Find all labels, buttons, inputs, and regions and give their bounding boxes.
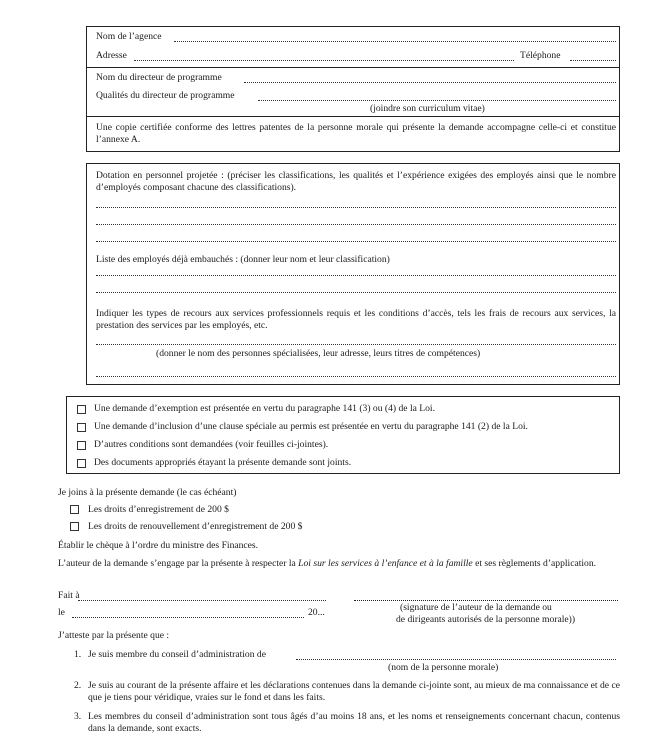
- director-name-label: Nom du directeur de programme: [96, 72, 222, 83]
- staffing-field-line[interactable]: [96, 241, 616, 242]
- undertaking-text: L’auteur de la demande s’engage par la présente à respecter la Loi sur les services à l’enfance et à la famille et ses règlements d’application.: [58, 558, 597, 569]
- staffing-label: Dotation en personnel projetée : (préciser les classifications, les qualités et l’expérience exigées des employés ainsi que le nombre d’employés composant chacune des classifications).: [96, 170, 616, 193]
- box-divider: [86, 67, 620, 68]
- act-name: Loi sur les services à l’enfance et à la famille: [298, 558, 473, 569]
- attestation-item-3-text: Les membres du conseil d’administration sont tous âgés d’au moins 18 ans, et les noms et renseignements concernant chacun, contenus dans la demande, sont exacts.: [88, 711, 620, 734]
- attestation-item-2-number: 2.: [74, 680, 82, 691]
- done-at-field[interactable]: [78, 600, 326, 601]
- director-name-field[interactable]: [244, 82, 616, 83]
- date-field[interactable]: [72, 617, 304, 618]
- signature-caption-line1: (signature de l’auteur de la demande ou: [400, 602, 552, 613]
- box-divider: [86, 116, 620, 117]
- director-qualifications-label: Qualités du directeur de programme: [96, 90, 235, 101]
- attestation-item-3-number: 3.: [74, 711, 82, 722]
- cheque-note: Établir le chèque à l’ordre du ministre des Finances.: [58, 540, 259, 551]
- other-conditions-label: D’autres conditions sont demandées (voir feuilles ci-jointes).: [94, 439, 329, 450]
- professional-services-field-line[interactable]: [96, 376, 616, 377]
- registration-fee-label: Les droits d’enregistrement de 200 $: [88, 504, 229, 515]
- organization-name-note: (nom de la personne morale): [388, 662, 499, 673]
- exemption-checkbox[interactable]: [77, 405, 86, 414]
- specialists-note: (donner le nom des personnes spécialisées, leur adresse, leurs titres de compétences): [156, 348, 481, 359]
- attestation-intro: J’atteste par la présente que :: [58, 630, 170, 641]
- director-qualifications-field[interactable]: [258, 100, 616, 101]
- supporting-documents-checkbox[interactable]: [77, 459, 86, 468]
- staffing-field-line[interactable]: [96, 207, 616, 208]
- renewal-fee-checkbox[interactable]: [70, 522, 79, 531]
- professional-services-label: Indiquer les types de recours aux services professionnels requis et les conditions d’accès, tels les frais de recours aux services, la prestation des services par les employés, etc.: [96, 308, 616, 331]
- done-at-label: Fait à: [58, 590, 80, 601]
- hired-staff-field-line[interactable]: [96, 292, 616, 293]
- on-label: le: [58, 607, 65, 618]
- cv-note: (joindre son curriculum vitae): [370, 103, 485, 114]
- attestation-item-1-text: Je suis membre du conseil d’administration de: [88, 649, 266, 660]
- address-field[interactable]: [134, 60, 514, 61]
- renewal-fee-label: Les droits de renouvellement d’enregistrement de 200 $: [88, 521, 303, 532]
- professional-services-field-line[interactable]: [96, 344, 616, 345]
- registration-fee-checkbox[interactable]: [70, 505, 79, 514]
- hired-staff-label: Liste des employés déjà embauchés : (donner leur nom et leur classification): [96, 254, 390, 265]
- phone-label: Téléphone: [520, 50, 561, 61]
- signature-caption-line2: de dirigeants autorisés de la personne morale)): [396, 614, 576, 625]
- hired-staff-field-line[interactable]: [96, 275, 616, 276]
- year-label: 20...: [308, 607, 325, 618]
- agency-name-field[interactable]: [174, 41, 616, 42]
- supporting-documents-label: Des documents appropriés étayant la présente demande sont joints.: [94, 457, 352, 468]
- address-label: Adresse: [96, 50, 127, 61]
- special-clause-label: Une demande d’inclusion d’une clause spéciale au permis est présentée en vertu du paragraphe 141 (2) de la Loi.: [94, 421, 528, 432]
- attestation-item-1-number: 1.: [74, 649, 82, 660]
- staffing-field-line[interactable]: [96, 224, 616, 225]
- board-organization-field[interactable]: [296, 659, 616, 660]
- special-clause-checkbox[interactable]: [77, 423, 86, 432]
- exemption-label: Une demande d’exemption est présentée en vertu du paragraphe 141 (3) ou (4) de la Loi.: [94, 403, 435, 414]
- attestation-item-2-text: Je suis au courant de la présente affaire et les déclarations contenues dans la demande ci-jointe sont, au mieux de ma connaissance et de ce que je tiens pour véridique, vraies sur le fond et dans les faits.: [88, 680, 620, 703]
- letters-patent-note: Une copie certifiée conforme des lettres patentes de la personne morale qui présente la demande accompagne celle-ci et constitue l’annexe A.: [96, 122, 616, 145]
- agency-name-label: Nom de l’agence: [96, 31, 162, 42]
- other-conditions-checkbox[interactable]: [77, 441, 86, 450]
- phone-field[interactable]: [570, 60, 616, 61]
- fees-intro: Je joins à la présente demande (le cas échéant): [58, 487, 237, 498]
- signature-line[interactable]: [354, 600, 618, 601]
